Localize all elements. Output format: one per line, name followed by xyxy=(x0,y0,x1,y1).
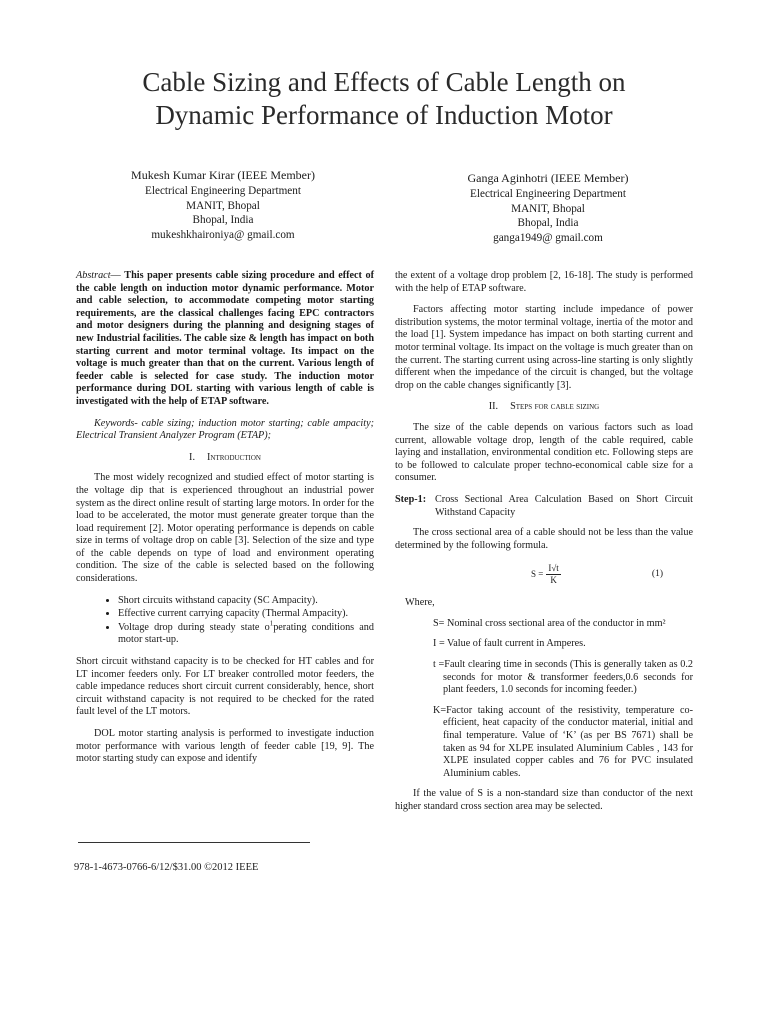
list-item-text: Voltage drop during steady state o xyxy=(118,621,270,633)
list-item xyxy=(118,619,374,647)
definition-item: t =Fault clearing time in seconds (This is generally taken as 0.2 seconds for motor & transformer feeders,0.6 seconds for plant feeders, 1.0 seconds for incoming feeder.) xyxy=(433,659,693,696)
author-block-2 xyxy=(423,170,673,245)
section-title: Introduction xyxy=(207,451,261,463)
footnote-rule xyxy=(78,842,310,843)
section-title: Steps for cable sizing xyxy=(510,401,600,413)
right-paragraph-last: If the value of S is a non-standard size than conductor of the next higher standard cross section area may be selected. xyxy=(395,788,693,812)
right-paragraph-2: Factors affecting motor starting include impedance of power distribution systems, the motor terminal voltage, inertia of the motor and the load [1]. System impedance has impact on both starting current and motor terminal voltage. Its impact on the voltage is much greater than on the current. The starting current using across-line starting is only slightly different when the impedance of the circuit is changed, but the voltage drop on the cable changes significantly [3]. xyxy=(395,304,693,391)
step-title: Cross Sectional Area Calculation Based on Short Circuit Withstand Capacity xyxy=(435,493,693,518)
author-org: MANIT, Bhopal xyxy=(511,202,585,215)
copyright-footer: 978-1-4673-0766-6/12/$31.00 ©2012 IEEE xyxy=(74,862,259,873)
formula-lhs: S = xyxy=(531,568,544,579)
title-line-1: Cable Sizing and Effects of Cable Length on xyxy=(142,67,626,97)
section-heading-introduction xyxy=(76,452,374,465)
section-number: I. xyxy=(189,451,195,463)
intro-paragraph-1: The most widely recognized and studied effect of motor starting is the voltage dip that is experienced throughout an industrial power system as the direct online result of starting large motors. In order for the load to be accelerated, the motor must generate greater torque than the load requirement [2]. Motor operating performance is depends on cable size in terms of voltage drop on cable [3]. Selection of the size and type of the cable depends on type of load and environment operating condition. The size of the cable is selected based on the following considerations. xyxy=(76,472,374,585)
definition-item: S= Nominal cross sectional area of the conductor in mm² xyxy=(433,617,666,629)
definition-item: K=Factor taking account of the resistivity, temperature co-efficient, heat capacity of the conductor material, initial and final temperature. Value of ‘K’ (as per BS 7671) shall be taken as 94 for XLPE insulated Aluminium Cables , 143 for XLPE insulated copper cables and 76 for PVC insulated Aluminium cables. xyxy=(433,704,693,779)
author-org: MANIT, Bhopal xyxy=(186,199,260,212)
steps-paragraph: The size of the cable depends on various factors such as load current, allowable voltage drop, length of the cable required, cable laying and installation, environmental condition etc. Following steps are to be followed to calculate proper techno-economical cable size for a consumer. xyxy=(395,421,693,484)
abstract-label: Abstract xyxy=(76,270,111,281)
footnote-mark: 1 xyxy=(269,619,274,628)
right-column xyxy=(395,270,693,823)
abstract-body: This paper presents cable sizing procedure and effect of the cable length on induction motor dynamic performance. Motor and cable selection, to accommodate competing motor starting requirements, are the classical challenges facing EPC contractors and motor designers during the planning and designing stages of new Industrial facilities. The cable size & length has impact on both starting current and motor terminal voltage. Its impact on the voltage is much greater than that on the current. Various length of feeder cable is selected for case study. The induction motor performance during DOL starting with various length of cable is investigated with the help of ETAP software. xyxy=(76,270,374,407)
abstract xyxy=(76,270,374,409)
definition-list xyxy=(433,618,693,781)
section-heading-steps xyxy=(395,401,693,414)
list-item-text: perating conditions and motor start-up. xyxy=(118,621,374,646)
step-label: Step-1: xyxy=(395,493,427,505)
author-email: mukeshkhaironiya@ gmail.com xyxy=(151,228,295,241)
author-dept: Electrical Engineering Department xyxy=(470,188,626,200)
title-line-2: Dynamic Performance of Induction Motor xyxy=(155,100,613,130)
where-label: Where, xyxy=(405,597,435,609)
author-block-1 xyxy=(98,167,348,242)
list-item: • Short circuits withstand capacity (SC Ampacity). xyxy=(118,595,374,608)
section-number: II. xyxy=(488,401,499,413)
equation-number: (1) xyxy=(651,568,663,579)
keywords: Keywords- cable sizing; induction motor starting; cable ampacity; Electrical Transient Analyzer Program (ETAP); xyxy=(76,417,374,442)
formula-intro: The cross sectional area of a cable should not be less than the value determined by the following formula. xyxy=(395,527,693,551)
abstract-dash: — xyxy=(110,270,125,281)
author-name: Ganga Aginhotri (IEEE Member) xyxy=(467,171,629,185)
list-item: • Effective current carrying capacity (Thermal Ampacity). xyxy=(118,608,374,621)
author-name: Mukesh Kumar Kirar (IEEE Member) xyxy=(131,168,315,182)
intro-paragraph-2: Short circuit withstand capacity is to be checked for HT cables and for LT incomer feeders only. For LT breaker controlled motor feeders, the cable impedance reduces short circuit current considerably, hence, short circuit withstand capacity is not required to be checked for the rated fault level of the LT motors. xyxy=(76,656,374,718)
formula-denominator: K xyxy=(550,574,557,585)
intro-paragraph-3: DOL motor starting analysis is performed to investigate induction motor performance with various length of feeder cable [19, 9]. The motor starting study can expose and identify xyxy=(76,728,374,765)
author-dept: Electrical Engineering Department xyxy=(145,185,301,197)
definition-item: I = Value of fault current in Amperes. xyxy=(433,638,586,650)
left-column xyxy=(76,270,374,775)
formula-numerator: I√t xyxy=(548,562,559,573)
formula-fraction xyxy=(546,563,560,586)
paper-title xyxy=(60,66,708,132)
step-1-heading xyxy=(395,494,693,519)
author-email: ganga1949@ gmail.com xyxy=(493,231,603,244)
formula-1 xyxy=(395,561,693,587)
considerations-list xyxy=(76,595,374,647)
author-location: Bhopal, India xyxy=(517,217,579,229)
right-paragraph-1: the extent of a voltage drop problem [2, 16-18]. The study is performed with the help of ETAP software. xyxy=(395,270,693,294)
author-location: Bhopal, India xyxy=(192,214,254,226)
